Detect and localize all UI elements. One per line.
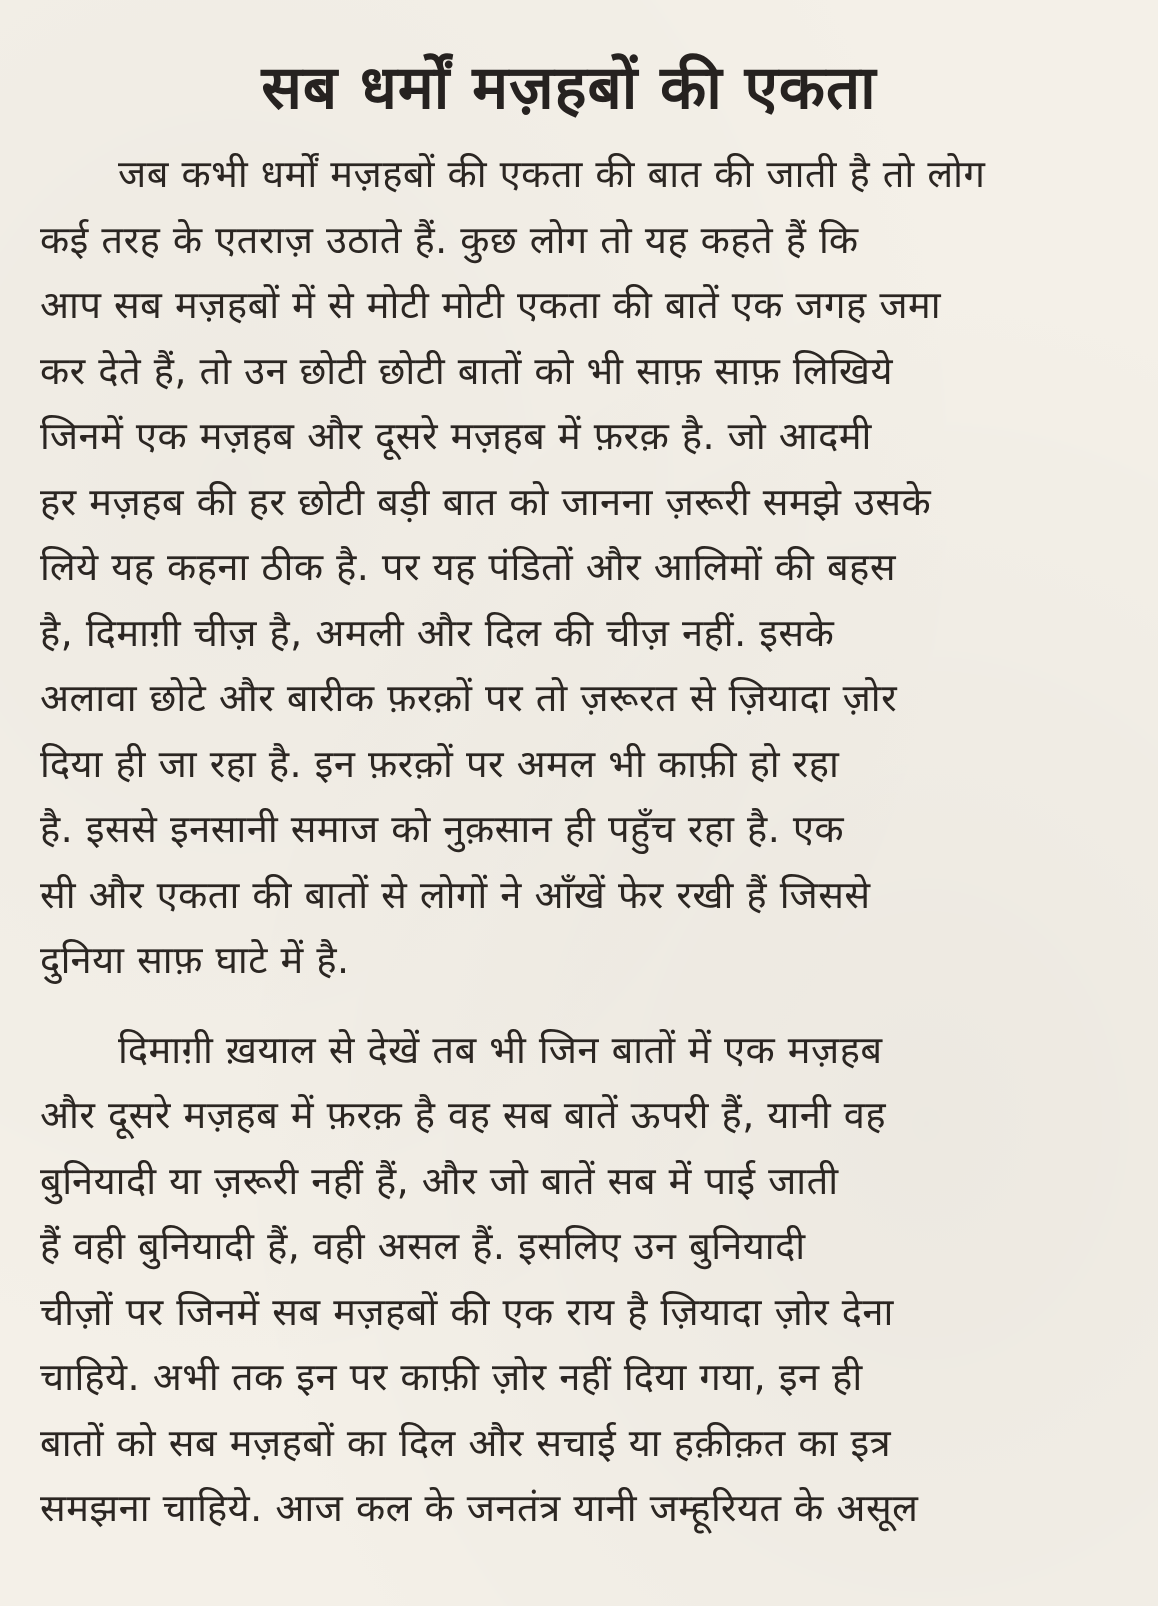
text-line: है. इससे इनसानी समाज को नुक़सान ही पहुँच रहा है. एक [40,807,845,851]
text-line: कई तरह के एतराज़ उठाते हैं. कुछ लोग तो यह कहते हैं कि [40,217,859,262]
text-line: और दूसरे मज़हब में फ़रक़ है वह सब बातें ऊपरी हैं, यानी वह [40,1093,887,1137]
text-line: कर देते हैं, तो उन छोटी छोटी बातों को भी साफ़ साफ़ लिखिये [40,348,893,393]
text-line: हैं वही बुनियादी हैं, वही असल हैं. इसलिए उन बुनियादी [40,1224,806,1268]
paragraph-gap [40,994,1098,1018]
text-line: सी और एकता की बातों से लोगों ने आँखें फेर रखी हैं जिससे [40,872,871,917]
text-line: आप सब मज़हबों में से मोटी मोटी एकता की बातें एक जगह जमा [40,283,942,327]
text-line: चीज़ों पर जिनमें सब मज़हबों की एक राय है ज़ियादा ज़ोर देना [40,1289,894,1334]
text-line: चाहिये. अभी तक इन पर काफ़ी ज़ोर नहीं दिया गया, इन ही [40,1355,863,1399]
text-line: हर मज़हब की हर छोटी बड़ी बात को जानना ज़रूरी समझे उसके [40,479,932,524]
text-line: दिमाग़ी ख़याल से देखें तब भी जिन बातों में एक मज़हब [118,1027,883,1072]
text-line: बुनियादी या ज़रूरी नहीं हैं, और जो बातें सब में पाई जाती [40,1158,839,1203]
text-line: अलावा छोटे और बारीक फ़रक़ों पर तो ज़रूरत से ज़ियादा ज़ोर [40,676,898,720]
text-line: जिनमें एक मज़हब और दूसरे मज़हब में फ़रक़ है. जो आदमी [40,414,872,458]
paragraph-1 [40,142,1098,994]
text-line: लिये यह कहना ठीक है. पर यह पंडितों और आलिमों की बहस [40,545,897,589]
text-line: है, दिमाग़ी चीज़ है, अमली और दिल की चीज़ नहीं. इसके [40,610,835,655]
text-line: जब कभी धर्मों मज़हबों की एकता की बात की जाती है तो लोग [118,152,986,196]
text-line: बातों को सब मज़हबों का दिल और सचाई या हक़ीक़त का इत्र [40,1420,892,1465]
text-line: दुनिया साफ़ घाटे में है. [40,938,350,982]
paragraph-2 [40,1018,1098,1542]
text-line: समझना चाहिये. आज कल के जनतंत्र यानी जम्हूरियत के असूल [40,1486,919,1530]
page-title: सब धर्मों मज़हबों की एकता [261,53,877,123]
text-line: दिया ही जा रहा है. इन फ़रक़ों पर अमल भी काफ़ी हो रहा [40,741,840,786]
